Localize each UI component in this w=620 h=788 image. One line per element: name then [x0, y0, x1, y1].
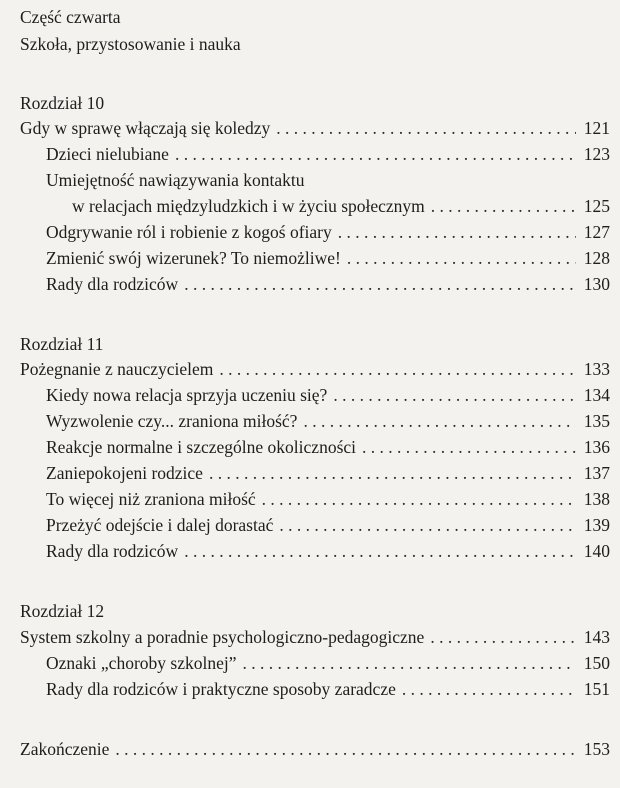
page-number: 130 — [583, 274, 610, 294]
entry-title: Oznaki „choroby szkolnej” — [46, 653, 237, 673]
page-number: 140 — [583, 541, 610, 561]
part-label: Część czwarta — [20, 7, 121, 27]
toc-entry-section[interactable] — [46, 488, 610, 510]
page-number: 137 — [583, 463, 610, 483]
page-number: 121 — [583, 118, 610, 138]
page-number: 123 — [583, 144, 610, 164]
dot-leader — [276, 117, 576, 139]
toc-entry-section[interactable] — [46, 143, 610, 165]
entry-title: Zaniepokojeni rodzice — [46, 463, 203, 483]
dot-leader — [184, 273, 576, 295]
chapter-label: Rozdział 11 — [20, 334, 104, 354]
entry-title: Przeżyć odejście i dalej dorastać — [46, 515, 274, 535]
entry-title: Zakończenie — [20, 739, 110, 759]
entry-title: To więcej niż zraniona miłość — [46, 489, 256, 509]
page-number: 125 — [583, 196, 610, 216]
toc-entry-section[interactable] — [46, 462, 610, 484]
toc-entry-section[interactable] — [46, 273, 610, 295]
page-number: 136 — [583, 437, 610, 457]
entry-title: Rady dla rodziców i praktyczne sposoby zaradcze — [46, 679, 396, 699]
page-number: 153 — [583, 739, 610, 759]
dot-leader — [279, 514, 576, 536]
dot-leader — [430, 626, 576, 648]
toc-entry-section[interactable] — [46, 410, 610, 432]
entry-title: Odgrywanie ról i robienie z kogoś ofiary — [46, 222, 332, 242]
page-number: 135 — [583, 411, 610, 431]
entry-title: Dzieci nielubiane — [46, 144, 169, 164]
part-title: Szkoła, przystosowanie i nauka — [20, 34, 241, 54]
page-number: 138 — [583, 489, 610, 509]
page-number: 150 — [583, 653, 610, 673]
entry-title-line2: w relacjach międzyludzkich i w życiu społecznym — [72, 196, 425, 216]
entry-title: Wyzwolenie czy... zraniona miłość? — [46, 411, 298, 431]
dot-leader — [219, 358, 576, 380]
dot-leader — [209, 462, 576, 484]
page-number: 143 — [583, 627, 610, 647]
entry-title-line1: Umiejętność nawiązywania kontaktu — [46, 170, 305, 190]
toc-entry-section[interactable] — [46, 247, 610, 269]
dot-leader — [431, 195, 576, 217]
dot-leader — [347, 247, 576, 269]
entry-title: Pożegnanie z nauczycielem — [20, 359, 214, 379]
page-number: 139 — [583, 515, 610, 535]
toc-entry-section[interactable] — [46, 436, 610, 458]
dot-leader — [184, 540, 576, 562]
dot-leader — [338, 221, 576, 243]
toc-page — [20, 0, 610, 788]
dot-leader — [115, 738, 576, 760]
dot-leader — [333, 384, 576, 406]
dot-leader — [402, 678, 576, 700]
toc-entry-section[interactable] — [46, 514, 610, 536]
entry-title: Rady dla rodziców — [46, 274, 179, 294]
toc-entry-section[interactable] — [72, 195, 610, 217]
entry-title: Rady dla rodziców — [46, 541, 179, 561]
entry-title: Reakcje normalne i szczególne okoliczności — [46, 437, 357, 457]
chapter-label: Rozdział 10 — [20, 93, 105, 113]
toc-entry-section[interactable] — [46, 540, 610, 562]
page-number: 151 — [583, 679, 610, 699]
chapter-label: Rozdział 12 — [20, 601, 105, 621]
toc-entry-section[interactable] — [46, 384, 610, 406]
toc-entry-section[interactable] — [46, 678, 610, 700]
entry-title: Zmienić swój wizerunek? To niemożliwe! — [46, 248, 341, 268]
entry-title: Kiedy nowa relacja sprzyja uczeniu się? — [46, 385, 328, 405]
dot-leader — [362, 436, 576, 458]
toc-entry-section[interactable] — [46, 221, 610, 243]
toc-entry-chapter[interactable] — [20, 358, 610, 380]
page-number: 128 — [583, 248, 610, 268]
page-number: 133 — [583, 359, 610, 379]
dot-leader — [303, 410, 576, 432]
toc-entry-chapter[interactable] — [20, 117, 610, 139]
entry-title: System szkolny a poradnie psychologiczno-pedagogiczne — [20, 627, 425, 647]
dot-leader — [175, 143, 576, 165]
toc-entry-chapter[interactable] — [20, 626, 610, 648]
page-number: 134 — [583, 385, 610, 405]
dot-leader — [262, 488, 576, 510]
page-number: 127 — [583, 222, 610, 242]
toc-entry-closing[interactable] — [20, 738, 610, 760]
dot-leader — [242, 652, 576, 674]
entry-title: Gdy w sprawę włączają się koledzy — [20, 118, 271, 138]
toc-entry-section[interactable] — [46, 652, 610, 674]
